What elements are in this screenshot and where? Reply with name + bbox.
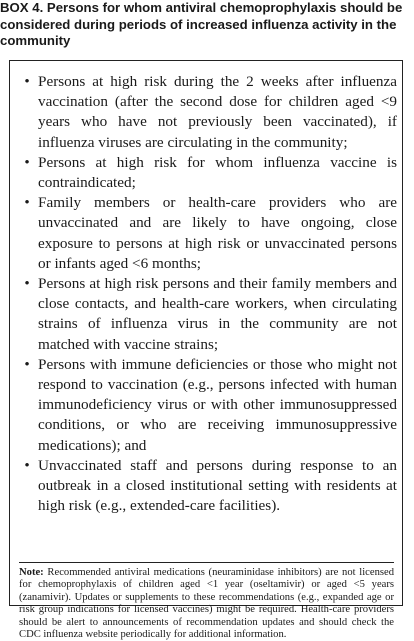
recommendation-list [20,72,397,516]
list-item [20,193,397,274]
list-item [20,456,397,517]
bullet-icon: • [24,275,30,293]
list-item [20,72,397,153]
bullet-icon: • [24,456,30,474]
bullet-icon: • [24,194,30,212]
box-title: BOX 4. Persons for whom antiviral chemoprophylaxis should be considered during periods of increased influenza activity in the community [0,0,403,48]
list-item [20,153,397,193]
list-item-text: Unvaccinated staff and persons during response to an outbreak in a closed institutional setting with residents at high risk (e.g., extended-care facilities). [38,456,397,515]
list-item-text: Persons at high risk persons and their family members and close contacts, and health-care workers, when circulating strains of influenza virus in the community are not matched with vaccine strains; [38,275,397,353]
content-box [9,60,403,641]
list-item-text: Family members or health-care providers who are unvaccinated and are likely to have ongoing, close exposure to persons at high risk or unvaccinated persons or infants aged <6 months; [38,194,397,272]
list-item [20,355,397,456]
bullet-icon: • [24,73,30,90]
list-item [20,274,397,355]
list-item-text: Persons at high risk during the 2 weeks after influenza vaccination (after the second dose for children aged <9 years who have not previously been vaccinated), if influenza viruses are circulating in the community; [38,73,397,151]
note-divider [19,562,394,563]
footnote [19,567,394,641]
footnote-text: Recommended antiviral medications (neuraminidase inhibitors) are not licensed for chemoprophylaxis of children aged <1 year (oseltamivir) or aged <5 years (zanamivir). Updates or supplements to these recommendations (e.g., expanded age or risk group indications for licensed vaccines) might be required. Health-care providers should be alert to announcements of recommendation updates and should check the CDC influenza website periodically for additional information. [19,567,394,641]
list-item-text: Persons at high risk for whom influenza vaccine is contraindicated; [38,153,397,192]
bullet-icon: • [24,153,30,171]
footnote-label: Note: [19,567,44,578]
bullet-icon: • [24,355,30,373]
list-item-text: Persons with immune deficiencies or those who might not respond to vaccination (e.g., persons infected with human immunodeficiency virus or with other immunosuppressed conditions, or who are receiving immunosuppressive medications); and [38,355,397,454]
